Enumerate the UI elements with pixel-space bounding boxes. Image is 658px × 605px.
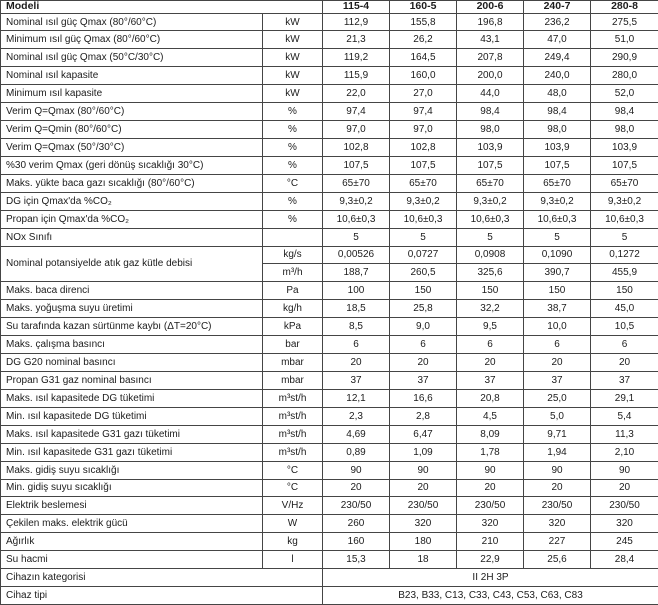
value-cell: 25,0 [524, 389, 591, 407]
table-row [1, 103, 658, 121]
unit-cell: kg [263, 533, 323, 551]
unit-cell: kW [263, 31, 323, 49]
value-cell: 115,9 [323, 67, 390, 85]
value-cell: 5 [323, 228, 390, 246]
value-cell: 4,69 [323, 425, 390, 443]
value-cell: 103,9 [591, 139, 658, 157]
value-cell: 27,0 [390, 85, 457, 103]
value-cell: 8,5 [323, 318, 390, 336]
value-cell: 22,0 [323, 85, 390, 103]
value-cell: 275,5 [591, 13, 658, 31]
value-cell: 37 [323, 371, 390, 389]
value-cell: 196,8 [457, 13, 524, 31]
value-cell: 155,8 [390, 13, 457, 31]
unit-cell: % [263, 156, 323, 174]
value-cell: 65±70 [323, 174, 390, 192]
row-label: Propan için Qmax'da %CO₂ [1, 210, 263, 228]
table-row [1, 461, 658, 479]
value-cell: 180 [390, 533, 457, 551]
value-cell: 6,47 [390, 425, 457, 443]
value-cell: 65±70 [524, 174, 591, 192]
row-label: Ağırlık [1, 533, 263, 551]
table-row [1, 318, 658, 336]
value-cell: 164,5 [390, 49, 457, 67]
value-cell: 9,3±0,2 [390, 192, 457, 210]
row-label: Maks. yükte baca gazı sıcaklığı (80°/60°C) [1, 174, 263, 192]
value-cell: 0,1272 [591, 246, 658, 264]
value-cell: 65±70 [591, 174, 658, 192]
unit-cell: V/Hz [263, 497, 323, 515]
value-cell: 44,0 [457, 85, 524, 103]
value-cell: 20 [390, 354, 457, 372]
table-row [1, 587, 658, 605]
table-row [1, 551, 658, 569]
header-row [1, 1, 658, 14]
value-cell: 98,4 [457, 103, 524, 121]
value-cell: 9,3±0,2 [524, 192, 591, 210]
value-cell: 9,3±0,2 [457, 192, 524, 210]
row-label: %30 verim Qmax (geri dönüş sıcaklığı 30°C) [1, 156, 263, 174]
table-row [1, 174, 658, 192]
row-label: Verim Q=Qmax (80°/60°C) [1, 103, 263, 121]
row-label: Verim Q=Qmax (50°/30°C) [1, 139, 263, 157]
value-cell: 37 [591, 371, 658, 389]
table-row [1, 210, 658, 228]
row-label: Nominal ısıl güç Qmax (80°/60°C) [1, 13, 263, 31]
unit-cell: % [263, 139, 323, 157]
row-label: Maks. ısıl kapasitede G31 gazı tüketimi [1, 425, 263, 443]
value-cell: 210 [457, 533, 524, 551]
value-cell: 51,0 [591, 31, 658, 49]
value-cell: 90 [323, 461, 390, 479]
value-cell: 37 [457, 371, 524, 389]
value-cell: 6 [591, 336, 658, 354]
unit-cell: % [263, 192, 323, 210]
value-cell: 90 [591, 461, 658, 479]
value-cell: 320 [524, 515, 591, 533]
table-row [1, 389, 658, 407]
value-cell: 0,00526 [323, 246, 390, 264]
table-row [1, 282, 658, 300]
row-label: Min. gidiş suyu sıcaklığı [1, 479, 263, 497]
value-cell: 9,5 [457, 318, 524, 336]
value-cell: 20 [390, 479, 457, 497]
row-label: Nominal ısıl güç Qmax (50°C/30°C) [1, 49, 263, 67]
table-row [1, 228, 658, 246]
model-column-header: 115-4 [323, 1, 390, 14]
unit-cell: mbar [263, 354, 323, 372]
value-cell: 90 [457, 461, 524, 479]
value-cell: 4,5 [457, 407, 524, 425]
value-cell: 10,6±0,3 [390, 210, 457, 228]
row-label: Maks. yoğuşma suyu üretimi [1, 300, 263, 318]
row-label: Min. ısıl kapasitede G31 gazı tüketimi [1, 443, 263, 461]
value-cell: 97,4 [323, 103, 390, 121]
value-cell: 107,5 [323, 156, 390, 174]
value-cell: 20 [323, 354, 390, 372]
value-cell: 100 [323, 282, 390, 300]
table-row [1, 443, 658, 461]
table-row [1, 515, 658, 533]
value-cell: 290,9 [591, 49, 658, 67]
value-cell: 10,6±0,3 [323, 210, 390, 228]
unit-cell: °C [263, 174, 323, 192]
table-row [1, 497, 658, 515]
value-cell: 5,4 [591, 407, 658, 425]
value-cell: 5 [457, 228, 524, 246]
row-label: Maks. ısıl kapasitede DG tüketimi [1, 389, 263, 407]
value-cell: 10,6±0,3 [524, 210, 591, 228]
table-row [1, 479, 658, 497]
unit-cell: kW [263, 49, 323, 67]
unit-cell: °C [263, 479, 323, 497]
value-cell: 10,6±0,3 [457, 210, 524, 228]
value-cell: 2,10 [591, 443, 658, 461]
unit-cell: m³st/h [263, 407, 323, 425]
model-column-header: 240-7 [524, 1, 591, 14]
value-cell: 22,9 [457, 551, 524, 569]
value-cell: 9,3±0,2 [323, 192, 390, 210]
value-cell: 325,6 [457, 264, 524, 282]
value-cell: 18,5 [323, 300, 390, 318]
value-cell: 230/50 [591, 497, 658, 515]
unit-cell: kW [263, 67, 323, 85]
value-cell: 230/50 [524, 497, 591, 515]
value-cell: 47,0 [524, 31, 591, 49]
value-cell: 98,4 [524, 103, 591, 121]
value-cell: 9,71 [524, 425, 591, 443]
value-cell: 18 [390, 551, 457, 569]
row-label: Maks. çalışma basıncı [1, 336, 263, 354]
value-cell: 320 [591, 515, 658, 533]
header-label: Modeli [1, 1, 323, 14]
value-cell: 20 [457, 354, 524, 372]
value-cell: 2,3 [323, 407, 390, 425]
value-cell: 0,0908 [457, 246, 524, 264]
table-row [1, 569, 658, 587]
value-cell: 90 [524, 461, 591, 479]
value-cell: 25,6 [524, 551, 591, 569]
value-cell: 230/50 [390, 497, 457, 515]
table-row [1, 407, 658, 425]
row-label: Propan G31 gaz nominal basıncı [1, 371, 263, 389]
value-cell: 6 [390, 336, 457, 354]
value-cell: 107,5 [591, 156, 658, 174]
value-cell: 5 [591, 228, 658, 246]
value-cell: 5,0 [524, 407, 591, 425]
value-cell: 48,0 [524, 85, 591, 103]
value-cell: 1,09 [390, 443, 457, 461]
value-cell: 390,7 [524, 264, 591, 282]
value-cell: 1,78 [457, 443, 524, 461]
value-cell: 12,1 [323, 389, 390, 407]
value-cell: 11,3 [591, 425, 658, 443]
value-cell: 102,8 [323, 139, 390, 157]
unit-cell: mbar [263, 371, 323, 389]
value-cell: 52,0 [591, 85, 658, 103]
value-cell: 112,9 [323, 13, 390, 31]
value-cell: 90 [390, 461, 457, 479]
value-cell: 236,2 [524, 13, 591, 31]
value-cell: 6 [323, 336, 390, 354]
value-cell: 65±70 [390, 174, 457, 192]
value-cell: 230/50 [457, 497, 524, 515]
row-label: Su hacmi [1, 551, 263, 569]
value-cell: 20 [524, 479, 591, 497]
value-cell: 260 [323, 515, 390, 533]
merged-value-cell: II 2H 3P [323, 569, 658, 587]
model-column-header: 160-5 [390, 1, 457, 14]
value-cell: 2,8 [390, 407, 457, 425]
table-row [1, 371, 658, 389]
value-cell: 107,5 [390, 156, 457, 174]
table-row [1, 67, 658, 85]
table-row [1, 13, 658, 31]
value-cell: 320 [457, 515, 524, 533]
row-label: Cihaz tipi [1, 587, 323, 605]
value-cell: 5 [390, 228, 457, 246]
row-label: Çekilen maks. elektrik gücü [1, 515, 263, 533]
value-cell: 107,5 [457, 156, 524, 174]
value-cell: 20 [524, 354, 591, 372]
table-row [1, 300, 658, 318]
table-row [1, 85, 658, 103]
row-label: Maks. gidiş suyu sıcaklığı [1, 461, 263, 479]
value-cell: 260,5 [390, 264, 457, 282]
value-cell: 119,2 [323, 49, 390, 67]
value-cell: 200,0 [457, 67, 524, 85]
unit-cell: kg/s [263, 246, 323, 264]
row-label: Nominal potansiyelde atık gaz kütle debisi [1, 246, 263, 282]
unit-cell: l [263, 551, 323, 569]
value-cell: 5 [524, 228, 591, 246]
table-row [1, 49, 658, 67]
value-cell: 8,09 [457, 425, 524, 443]
table-row [1, 156, 658, 174]
unit-cell: W [263, 515, 323, 533]
value-cell: 103,9 [524, 139, 591, 157]
row-label: NOx Sınıfı [1, 228, 263, 246]
value-cell: 249,4 [524, 49, 591, 67]
row-label: Minimum ısıl güç Qmax (80°/60°C) [1, 31, 263, 49]
table-row [1, 139, 658, 157]
value-cell: 188,7 [323, 264, 390, 282]
spec-table-body [1, 13, 658, 604]
value-cell: 20 [323, 479, 390, 497]
value-cell: 160,0 [390, 67, 457, 85]
value-cell: 43,1 [457, 31, 524, 49]
value-cell: 26,2 [390, 31, 457, 49]
unit-cell: kg/h [263, 300, 323, 318]
value-cell: 103,9 [457, 139, 524, 157]
value-cell: 6 [524, 336, 591, 354]
unit-cell: kPa [263, 318, 323, 336]
value-cell: 98,0 [591, 121, 658, 139]
unit-cell: °C [263, 461, 323, 479]
value-cell: 97,4 [390, 103, 457, 121]
value-cell: 97,0 [323, 121, 390, 139]
unit-cell: m³st/h [263, 425, 323, 443]
unit-cell: % [263, 121, 323, 139]
value-cell: 150 [390, 282, 457, 300]
row-label: Cihazın kategorisi [1, 569, 323, 587]
row-label: Min. ısıl kapasitede DG tüketimi [1, 407, 263, 425]
value-cell: 32,2 [457, 300, 524, 318]
model-column-header: 280-8 [591, 1, 658, 14]
table-row [1, 246, 658, 264]
table-row [1, 121, 658, 139]
unit-cell: m³st/h [263, 389, 323, 407]
table-row [1, 533, 658, 551]
value-cell: 280,0 [591, 67, 658, 85]
value-cell: 207,8 [457, 49, 524, 67]
value-cell: 227 [524, 533, 591, 551]
value-cell: 25,8 [390, 300, 457, 318]
value-cell: 240,0 [524, 67, 591, 85]
unit-cell: kW [263, 13, 323, 31]
value-cell: 150 [591, 282, 658, 300]
value-cell: 97,0 [390, 121, 457, 139]
value-cell: 455,9 [591, 264, 658, 282]
value-cell: 0,89 [323, 443, 390, 461]
value-cell: 37 [390, 371, 457, 389]
value-cell: 107,5 [524, 156, 591, 174]
value-cell: 245 [591, 533, 658, 551]
table-row [1, 192, 658, 210]
merged-value-cell: B23, B33, C13, C33, C43, C53, C63, C83 [323, 587, 658, 605]
value-cell: 10,0 [524, 318, 591, 336]
model-column-header: 200-6 [457, 1, 524, 14]
unit-cell: m³st/h [263, 443, 323, 461]
value-cell: 230/50 [323, 497, 390, 515]
value-cell: 65±70 [457, 174, 524, 192]
table-row [1, 354, 658, 372]
value-cell: 20 [591, 479, 658, 497]
unit-cell: Pa [263, 282, 323, 300]
value-cell: 1,94 [524, 443, 591, 461]
value-cell: 150 [524, 282, 591, 300]
unit-cell: % [263, 210, 323, 228]
value-cell: 15,3 [323, 551, 390, 569]
value-cell: 9,3±0,2 [591, 192, 658, 210]
value-cell: 98,0 [524, 121, 591, 139]
value-cell: 28,4 [591, 551, 658, 569]
value-cell: 20 [457, 479, 524, 497]
value-cell: 21,3 [323, 31, 390, 49]
value-cell: 10,5 [591, 318, 658, 336]
value-cell: 9,0 [390, 318, 457, 336]
row-label: Su tarafında kazan sürtünme kaybı (ΔT=20°C) [1, 318, 263, 336]
row-label: Maks. baca direnci [1, 282, 263, 300]
value-cell: 20 [591, 354, 658, 372]
value-cell: 102,8 [390, 139, 457, 157]
unit-cell: % [263, 103, 323, 121]
unit-cell: bar [263, 336, 323, 354]
value-cell: 160 [323, 533, 390, 551]
row-label: Elektrik beslemesi [1, 497, 263, 515]
table-row [1, 336, 658, 354]
value-cell: 16,6 [390, 389, 457, 407]
value-cell: 98,0 [457, 121, 524, 139]
value-cell: 0,1090 [524, 246, 591, 264]
row-label: DG için Qmax'da %CO₂ [1, 192, 263, 210]
value-cell: 150 [457, 282, 524, 300]
value-cell: 0,0727 [390, 246, 457, 264]
value-cell: 29,1 [591, 389, 658, 407]
value-cell: 37 [524, 371, 591, 389]
unit-cell: m³/h [263, 264, 323, 282]
value-cell: 20,8 [457, 389, 524, 407]
value-cell: 98,4 [591, 103, 658, 121]
unit-cell: kW [263, 85, 323, 103]
row-label: DG G20 nominal basıncı [1, 354, 263, 372]
row-label: Nominal ısıl kapasite [1, 67, 263, 85]
row-label: Verim Q=Qmin (80°/60°C) [1, 121, 263, 139]
row-label: Minimum ısıl kapasite [1, 85, 263, 103]
table-row [1, 31, 658, 49]
value-cell: 10,6±0,3 [591, 210, 658, 228]
value-cell: 38,7 [524, 300, 591, 318]
value-cell: 320 [390, 515, 457, 533]
table-row [1, 425, 658, 443]
unit-cell [263, 228, 323, 246]
value-cell: 6 [457, 336, 524, 354]
value-cell: 45,0 [591, 300, 658, 318]
